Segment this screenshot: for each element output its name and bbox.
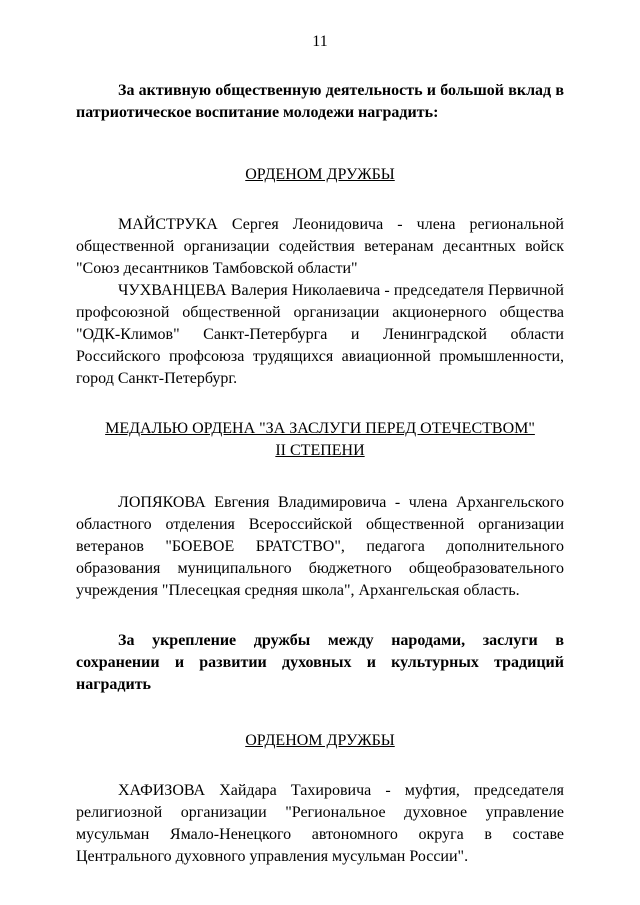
award-entry-1: МАЙСТРУКА Сергея Леонидовича - члена региональной общественной организации содействия ветеранам десантных войск "Союз десантников Тамбовской области" bbox=[76, 216, 564, 277]
award-entry-3: ЛОПЯКОВА Евгения Владимировича - члена Архангельского областного отделения Всероссийской общественной организации ветеранов "БОЕВОЕ БРАТСТВО", педагога дополнительного образования муниципального бюджетного общеобразовательного учреждения "Плесецкая средняя школа", Архангельская область. bbox=[76, 494, 564, 599]
section-2-award-heading bbox=[76, 730, 564, 752]
decree-body bbox=[76, 80, 564, 868]
section-1-award-heading-2 bbox=[76, 418, 564, 462]
award-heading-text: ОРДЕНОМ ДРУЖБЫ bbox=[245, 732, 395, 749]
section-1-award-heading bbox=[76, 164, 564, 186]
section-2-intro: За укрепление дружбы между народами, заслуги в сохранении и развитии духовных и культурных традиций наградить bbox=[76, 632, 564, 693]
page-number: 11 bbox=[312, 33, 328, 50]
section-1-intro: За активную общественную деятельность и большой вклад в патриотическое воспитание молодежи наградить: bbox=[76, 82, 564, 121]
award-entry-2: ЧУХВАНЦЕВА Валерия Николаевича - председателя Первичной профсоюзной общественной организации акционерного общества "ОДК-Климов" Санкт-Петербурга и Ленинградской области Российского профсоюза трудящихся авиационной промышленности, город Санкт-Петербург. bbox=[76, 282, 564, 387]
award-heading-2-line1: МЕДАЛЬЮ ОРДЕНА "ЗА ЗАСЛУГИ ПЕРЕД ОТЕЧЕСТВОМ" bbox=[105, 420, 535, 437]
award-entry-4: ХАФИЗОВА Хайдара Тахировича - муфтия, председателя религиозной организации "Региональное духовное управление мусульман Ямало-Ненецкого автономного округа в составе Центрального духовного управления мусульман России". bbox=[76, 782, 564, 865]
award-heading-2-line2: II СТЕПЕНИ bbox=[275, 442, 365, 459]
award-heading-text: ОРДЕНОМ ДРУЖБЫ bbox=[245, 166, 395, 183]
